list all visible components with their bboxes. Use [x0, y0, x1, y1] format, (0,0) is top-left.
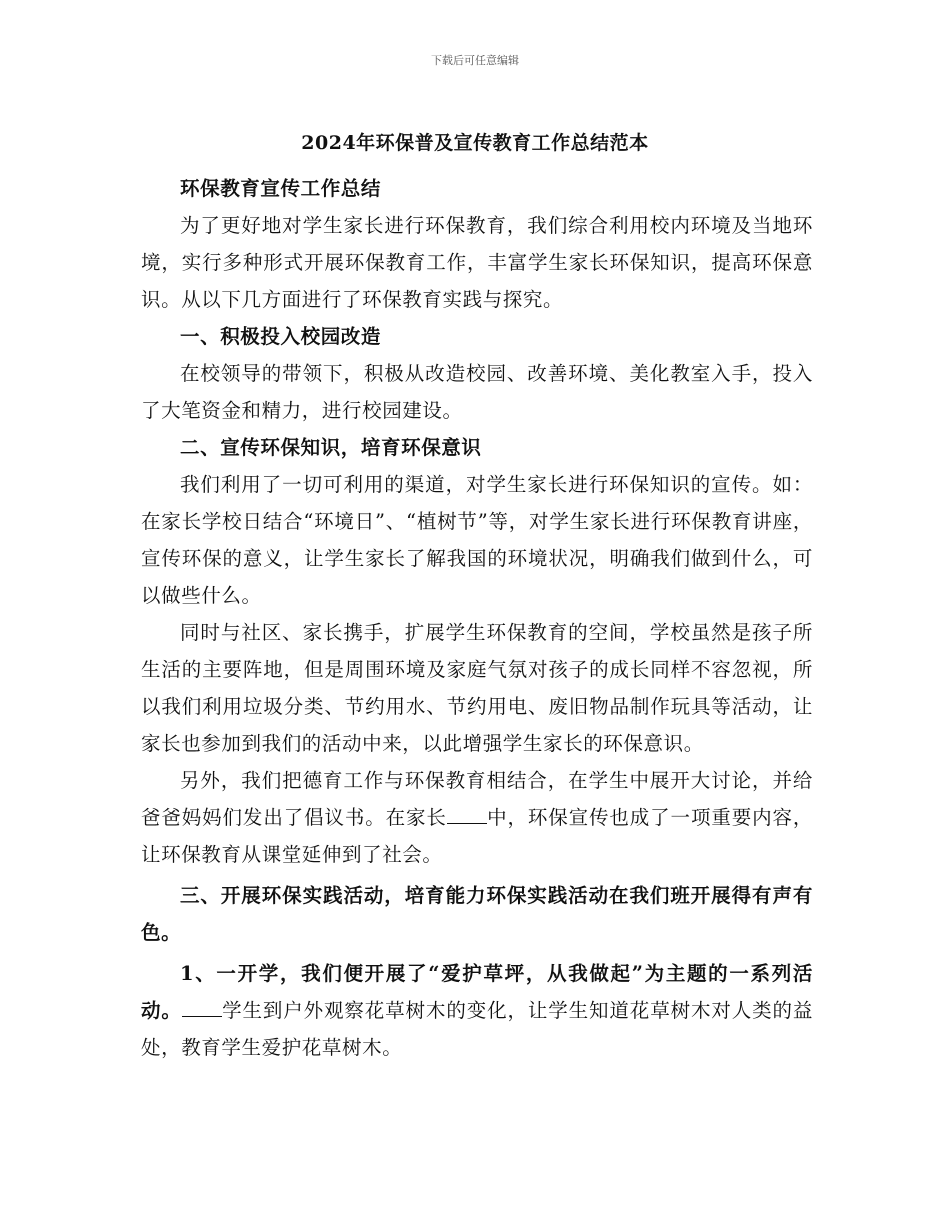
paragraph-text: 学生到户外观察花草树木的变化，让学生知道花草树木对人类的益处，教育学生爱护花草树木。 — [141, 999, 813, 1059]
section-3-heading: 三、开展环保实践活动，培育能力环保实践活动在我们班开展得有声有色。 — [141, 884, 813, 944]
section-subtitle: 环保教育宣传工作总结 — [180, 177, 382, 200]
paragraph-text: 中，环保宣传也成了一项重要内容，让环保教育从课堂延伸到了社会。 — [141, 806, 813, 866]
section-1-paragraph: 在校领导的带领下，积极从改造校园、改善环境、美化教室入手，投入了大笔资金和精力，进行校园建设。 — [141, 362, 813, 422]
fill-blank — [182, 998, 222, 1017]
item-1-paragraph — [141, 955, 813, 1066]
section-2-heading: 二、宣传环保知识，培育环保意识 — [180, 436, 482, 459]
paragraph-text: 另外，我们把德育工作与环保教育相结合，在学生中展开大讨论，并给爸爸妈妈们发出了倡议书。在家长 — [141, 769, 813, 829]
document-title: 2024年环保普及宣传教育工作总结范本 — [301, 132, 649, 154]
section-1-heading: 一、积极投入校园改造 — [180, 325, 382, 348]
fill-blank — [447, 805, 487, 824]
document-body — [141, 170, 813, 1066]
intro-paragraph: 为了更好地对学生家长进行环保教育，我们综合利用校内环境及当地环境，实行多种形式开展环保教育工作，丰富学生家长环保知识，提高环保意识。从以下几方面进行了环保教育实践与探究。 — [141, 214, 813, 311]
item-1-lead: 1、一开学，我们便开展了“爱护草坪，从我做起”为主题的一系列活动。 — [141, 962, 813, 1022]
section-2-paragraph-2: 同时与社区、家长携手，扩展学生环保教育的空间，学校虽然是孩子所生活的主要阵地，但是周围环境及家庭气氛对孩子的成长同样不容忽视，所以我们利用垃圾分类、节约用水、节约用电、废旧物品制作玩具等活动，让家长也参加到我们的活动中来，以此增强学生家长的环保意识。 — [141, 621, 813, 755]
section-2-paragraph-3 — [141, 762, 813, 873]
header-note: 下载后可任意编辑 — [431, 54, 519, 67]
section-2-paragraph-1: 我们利用了一切可利用的渠道，对学生家长进行环保知识的宣传。如：在家长学校日结合“环境日”、“植树节”等，对学生家长进行环保教育讲座，宣传环保的意义，让学生家长了解我国的环境状况，明确我们做到什么，可以做些什么。 — [141, 473, 813, 607]
